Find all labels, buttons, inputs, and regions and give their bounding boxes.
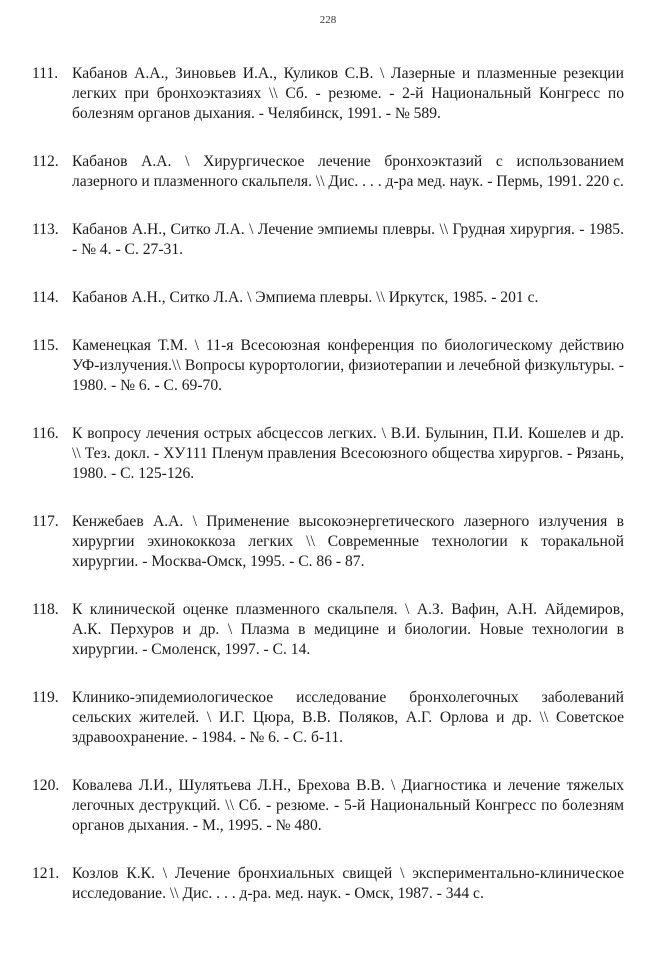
reference-number: 117. [32,513,59,530]
reference-item-116 [32,424,624,484]
reference-number: 112. [32,153,59,170]
reference-text: Клинико-эпидемиологическое исследование бронхолегочных заболеваний сельских жителей. \ И.Г. Цюра, В.В. Поляков, А.Г. Орлова и др. \\ Советское здравоохранение. - 1984. - № 6. - С. б-11. [72,689,624,746]
reference-text: Кабанов А.Н., Ситко Л.А. \ Эмпиема плевры. \\ Иркутск, 1985. - 201 с. [72,289,539,306]
reference-text: Козлов К.К. \ Лечение бронхиальных свищей \ экспериментально-клиническое исследование. \\ Дис. . . . д-ра. мед. наук. - Омск, 1987. - 344 с. [72,865,624,902]
reference-list [32,64,624,932]
reference-number: 113. [32,221,59,238]
reference-text: Кабанов А.А. \ Хирургическое лечение бронхоэктазий с использованием лазерного и плазменного скальпеля. \\ Дис. . . . д-ра мед. наук. - Пермь, 1991. 220 с. [72,153,624,190]
reference-item-118 [32,600,624,660]
reference-text: Кабанов А.А., Зиновьев И.А., Куликов С.В. \ Лазерные и плазменные резекции легких при бронхоэктазиях \\ Сб. - резюме. - 2-й Национальный Конгресс по болезням органов дыхания. - Челябинск, 1991. - № 589. [72,65,624,122]
page-number: 228 [319,14,337,26]
reference-text: Ковалева Л.И., Шулятьева Л.Н., Брехова В.В. \ Диагностика и лечение тяжелых легочных деструкций. \\ Сб. - резюме. - 5-й Национальный Конгресс по болезням органов дыхания. - М., 1995. - № 480. [72,777,624,834]
reference-text: Каменецкая Т.М. \ 11-я Всесоюзная конференция по биологическому действию УФ-излучения.\\ Вопросы курортологии, физиотерапии и лечебной физкультуры. - 1980. - № 6. - С. 69-70. [72,337,624,394]
reference-number: 115. [32,337,59,354]
reference-number: 119. [32,689,59,706]
reference-number: 118. [32,601,59,618]
reference-item-115 [32,336,624,396]
reference-number: 114. [32,289,59,306]
reference-number: 111. [32,65,59,82]
reference-item-119 [32,688,624,748]
reference-number: 120. [32,777,60,794]
reference-item-112 [32,152,624,192]
reference-text: Кабанов А.Н., Ситко Л.А. \ Лечение эмпиемы плевры. \\ Грудная хирургия. - 1985. - № 4. - С. 27-31. [72,221,624,258]
reference-item-117 [32,512,624,572]
reference-item-114 [32,288,624,308]
reference-number: 121. [32,865,60,882]
reference-text: К клинической оценке плазменного скальпеля. \ А.З. Вафин, А.Н. Айдемиров, А.К. Перхуров и др. \ Плазма в медицине и биологии. Новые технологии в хирургии. - Смоленск, 1997. - С. 14. [72,601,624,658]
reference-text: Кенжебаев А.А. \ Применение высокоэнергетического лазерного излучения в хирургии эхинококкоза легких \\ Современные технологии к торакальной хирургии. - Москва-Омск, 1995. - С. 86 - 87. [72,513,624,570]
reference-item-113 [32,220,624,260]
reference-item-120 [32,776,624,836]
reference-item-111 [32,64,624,124]
reference-text: К вопросу лечения острых абсцессов легких. \ В.И. Булынин, П.И. Кошелев и др. \\ Тез. докл. - ХУ111 Пленум правления Всесоюзного общества хирургов. - Рязань, 1980. - С. 125-126. [72,425,624,482]
reference-number: 116. [32,425,59,442]
reference-item-121 [32,864,624,904]
